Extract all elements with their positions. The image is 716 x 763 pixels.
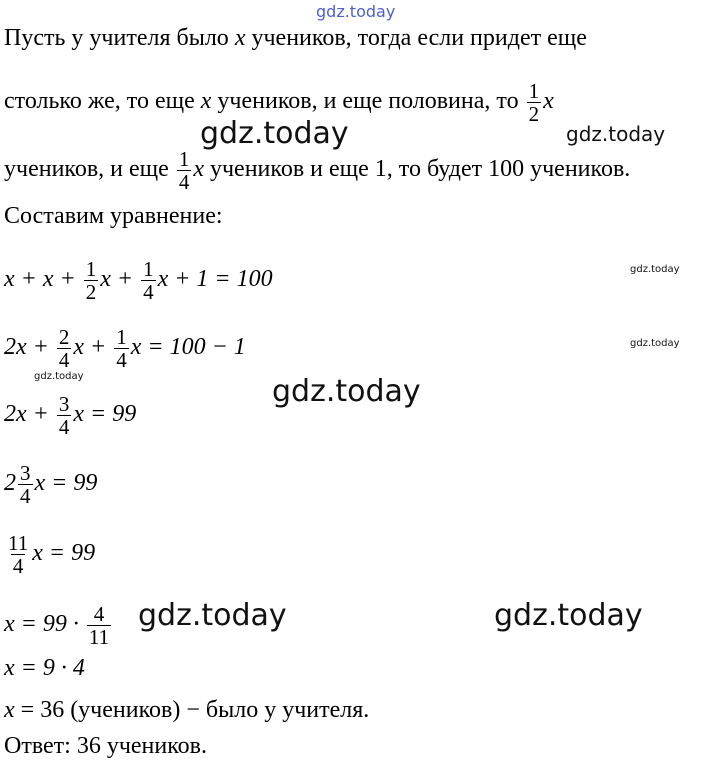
fraction: $\frac{1}{4}$ <box>143 257 154 304</box>
fraction: $\frac{3}{4}$ <box>58 392 70 439</box>
equation-8: x = 36 (учеников) − было у учителя. <box>4 697 370 723</box>
watermark: gdz.today <box>630 264 680 275</box>
fraction: $\frac{1}{2}$ <box>528 79 540 126</box>
text-line-1: Пусть у учителя было x учеников, тогда если придет еще <box>4 25 587 51</box>
equation-7: x = 9 · 4 <box>4 655 85 681</box>
fraction: $\frac{1}{4}$ <box>178 147 190 194</box>
watermark: gdz.today <box>272 374 421 409</box>
equation-3: 2x + $\frac{3}{4}$ x = 99 <box>4 392 137 439</box>
equation-6: x = 99 · $\frac{4}{11}$ <box>4 602 110 649</box>
watermark: gdz.today <box>138 598 287 633</box>
watermark-top: gdz.today <box>316 2 396 21</box>
equation-5: $\frac{11}{4}$ x = 99 <box>8 531 96 578</box>
watermark: gdz.today <box>630 338 680 349</box>
answer: Ответ: 36 учеников. <box>4 733 208 759</box>
text-line-3: учеников, и еще $\frac{1}{4}$ x учеников и еще 1, то будет 100 учеников. <box>4 147 631 194</box>
equation-2: 2x + $\frac{2}{4}$ x + $\frac{1}{4}$ x = 100 − 1 <box>4 325 246 372</box>
fraction: $\frac{2}{4}$ <box>58 325 70 372</box>
watermark: gdz.today <box>566 122 666 146</box>
fraction: $\frac{4}{11}$ <box>88 602 110 649</box>
watermark: gdz.today <box>200 116 349 151</box>
text-line-4: Составим уравнение: <box>4 203 223 229</box>
fraction: $\frac{3}{4}$ <box>20 461 31 508</box>
watermark: gdz.today <box>34 371 84 382</box>
equation-4: 2 $\frac{3}{4}$ x = 99 <box>4 461 98 508</box>
fraction: $\frac{1}{2}$ <box>85 257 97 304</box>
text-line-2: столько же, то еще x учеников, и еще половина, то $\frac{1}{2}$ x <box>4 79 554 126</box>
fraction: $\frac{11}{4}$ <box>8 531 29 578</box>
fraction: $\frac{1}{4}$ <box>116 325 127 372</box>
watermark: gdz.today <box>494 598 643 633</box>
equation-1: x + x + $\frac{1}{2}$ x + $\frac{1}{4}$ x + 1 = 100 <box>4 257 273 304</box>
